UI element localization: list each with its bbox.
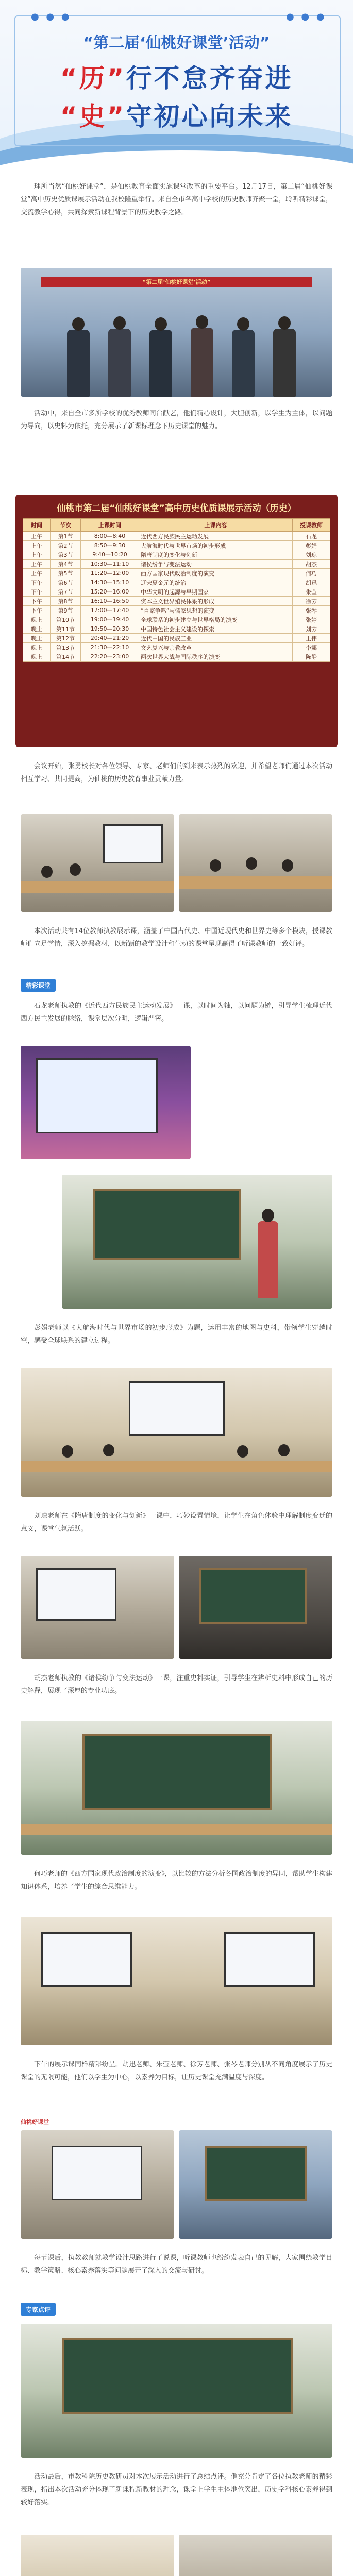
person-head xyxy=(278,1444,290,1456)
title-text: 行不怠齐奋进 xyxy=(126,63,293,93)
table-row xyxy=(23,597,330,606)
schedule-card xyxy=(15,495,338,747)
projector-screen xyxy=(52,2146,142,2200)
table-cell: 21:30—22:10 xyxy=(81,643,139,652)
table-cell: 陈静 xyxy=(293,652,330,662)
table-row xyxy=(23,541,330,550)
table-cell: 22:20—23:00 xyxy=(81,652,139,662)
table-cell: 辽宋夏金元的统治 xyxy=(139,578,293,587)
projector-screen xyxy=(36,1568,116,1621)
person-head xyxy=(282,859,293,872)
table-cell: 上午 xyxy=(23,560,51,569)
table-header-row xyxy=(23,519,330,532)
table-cell: 中国特色社会主义建设的探索 xyxy=(139,624,293,634)
blackboard xyxy=(205,2146,307,2201)
discussion-photo xyxy=(21,2535,174,2576)
projector-screen xyxy=(224,1932,315,1987)
table-cell: 隋唐制度的变化与创新 xyxy=(139,550,293,560)
meeting-photo xyxy=(179,814,332,912)
person-figure xyxy=(67,330,90,397)
teacher-figure xyxy=(258,1221,278,1298)
table-cell: 近代西方民族民主运动发展 xyxy=(139,532,293,541)
intro-paragraph: 活动中，来自全市多所学校的优秀教师同台献艺，他们精心设计，大胆创新，以学生为主体，以问题为导向，以史料为依托，充分展示了新课标理念下历史课堂的魅力。 xyxy=(21,410,332,430)
table-cell: 下午 xyxy=(23,578,51,587)
table-cell: 文艺复兴与宗教改革 xyxy=(139,643,293,652)
stage-banner: “第二届‘仙桃好课堂’活动” xyxy=(41,277,312,287)
person-head xyxy=(237,1445,248,1458)
discussion-photo xyxy=(179,2535,332,2576)
table-cell: 第7节 xyxy=(51,587,81,597)
table-cell: 上午 xyxy=(23,550,51,560)
table-cell: 19:50—20:30 xyxy=(81,624,139,634)
table-cell: 第6节 xyxy=(51,578,81,587)
table-cell: 20:40—21:20 xyxy=(81,634,139,643)
schedule-title: 仙桃市第二届“仙桃好课堂”高中历史优质课展示活动（历史） xyxy=(57,503,296,514)
body-paragraph: 何巧老师的《西方国家现代政治制度的演变》，以比较的方法分析各国政治制度的异同，帮助学生构建知识体系，培养了学生的综合思维能力。 xyxy=(21,1870,332,1891)
table-row xyxy=(23,652,330,662)
lecture-photo xyxy=(21,1046,191,1159)
table-header: 节次 xyxy=(51,519,81,532)
table-row xyxy=(23,569,330,578)
table-cell: 8:50—9:30 xyxy=(81,541,139,550)
table-cell: 晚上 xyxy=(23,624,51,634)
table-cell: 上午 xyxy=(23,569,51,578)
projector-screen xyxy=(103,824,163,863)
intro-paragraph: 理所当然“仙桃好课堂”，是仙桃教育全面实施课堂改革的重要平台。12月17日，第二届“仙桃好课堂”高中历史优质课展示活动在我校隆重举行。来自全市各高中学校的历史教师齐聚一堂，聆听精彩课堂，交流教学心得，共同探索新课程背景下的历史教学之路。 xyxy=(21,183,332,216)
person-head xyxy=(210,859,221,872)
table-cell: 10:30—11:10 xyxy=(81,560,139,569)
table-cell: 胡杰 xyxy=(293,560,330,569)
table-cell: 刘琼 xyxy=(293,550,330,560)
person-head xyxy=(237,317,249,331)
table-cell: 9:40—10:20 xyxy=(81,550,139,560)
group-photo xyxy=(21,268,332,397)
body-paragraph: 刘琼老师在《隋唐制度的变化与创新》一课中，巧妙设置情境，让学生在角色体验中理解制度变迁的意义，课堂气氛活跃。 xyxy=(21,1512,332,1533)
table-cell: 15:20—16:00 xyxy=(81,587,139,597)
table-cell: 近代中国的民族工业 xyxy=(139,634,293,643)
table-cell: 第10节 xyxy=(51,615,81,624)
table-cell: 第2节 xyxy=(51,541,81,550)
body-paragraph: 胡杰老师执教的《诸侯纷争与变法运动》一课，注重史料实证，引导学生在辨析史料中形成自己的历史解释，展现了深厚的专业功底。 xyxy=(21,1674,332,1695)
title-highlight: “史” xyxy=(60,101,126,131)
title-highlight: “历” xyxy=(60,63,126,93)
table-cell: 第1节 xyxy=(51,532,81,541)
table-cell: 第8节 xyxy=(51,597,81,606)
table-cell: 朱莹 xyxy=(293,587,330,597)
table-cell: 何巧 xyxy=(293,569,330,578)
table-cell: 8:00—8:40 xyxy=(81,532,139,541)
person-head xyxy=(41,866,53,878)
table-cell: 诸侯纷争与变法运动 xyxy=(139,560,293,569)
blackboard xyxy=(199,1568,307,1624)
table-cell: 下午 xyxy=(23,606,51,615)
table-cell: 第11节 xyxy=(51,624,81,634)
person-head xyxy=(72,317,85,331)
table-row xyxy=(23,634,330,643)
classroom-photo xyxy=(21,1917,332,2045)
table-row xyxy=(23,560,330,569)
table-cell: 14:30—15:10 xyxy=(81,578,139,587)
body-paragraph: 彭娟老师以《大航海时代与世界市场的初步形成》为题，运用丰富的地图与史料，带领学生穿越时空，感受全球联系的建立过程。 xyxy=(21,1324,332,1345)
lecture-photo xyxy=(21,2130,174,2239)
table-cell: 西方国家现代政治制度的演变 xyxy=(139,569,293,578)
table-cell: 晚上 xyxy=(23,652,51,662)
body-paragraph: 石龙老师执教的《近代西方民族民主运动发展》一课，以时间为轴，以问题为链，引导学生梳理近代西方民主发展的脉络，课堂层次分明，逻辑严密。 xyxy=(21,1002,332,1023)
table-cell: 上午 xyxy=(23,541,51,550)
person-head xyxy=(103,1444,114,1456)
banner-subtitle: “第二届‘仙桃好课堂’活动” xyxy=(83,34,270,52)
table-cell: 彭娟 xyxy=(293,541,330,550)
blackboard xyxy=(62,2338,293,2414)
classroom-photo xyxy=(21,1368,332,1497)
person-figure xyxy=(149,330,172,397)
table-header: 授课教师 xyxy=(293,519,330,532)
table-header: 上课内容 xyxy=(139,519,293,532)
table-cell: 资本主义世界殖民体系的形成 xyxy=(139,597,293,606)
lecture-photo xyxy=(21,1556,174,1659)
desk xyxy=(21,881,174,893)
blackboard xyxy=(82,1734,272,1810)
body-paragraph: 活动最后，市教科院历史教研员对本次展示活动进行了总结点评。他充分肯定了各位执教老师的精彩表现，指出本次活动充分体现了新课程新教材的理念，课堂上学生主体地位突出，历史学科核心素养得到较好落实。 xyxy=(21,2473,332,2506)
body-paragraph: 会议开始，张勇校长对各位领导、专家、老师们的到来表示热烈的欢迎，并希望老师们通过本次活动相互学习、共同提高，为仙桃的历史教育事业贡献力量。 xyxy=(21,762,332,783)
person-figure xyxy=(191,328,213,397)
person-head xyxy=(113,316,126,330)
title-text: 守初心向未来 xyxy=(126,101,293,131)
person-head xyxy=(70,863,81,876)
table-row xyxy=(23,532,330,541)
table-cell: 晚上 xyxy=(23,643,51,652)
projector-screen xyxy=(41,1932,132,1987)
table-cell: 第9节 xyxy=(51,606,81,615)
table-cell: 徐芳 xyxy=(293,597,330,606)
table-cell: 第4节 xyxy=(51,560,81,569)
table-cell: 大航海时代与世界市场的初步形成 xyxy=(139,541,293,550)
blackboard xyxy=(93,1189,241,1260)
schedule-table xyxy=(23,518,330,662)
banner-title-line-2 xyxy=(0,96,353,133)
classroom-photo xyxy=(21,2324,332,2458)
table-cell: 刘芳 xyxy=(293,624,330,634)
table-row xyxy=(23,578,330,587)
table-cell: 两次世界大战与国际秩序的演变 xyxy=(139,652,293,662)
section-tag: 精彩课堂 xyxy=(21,979,56,992)
table-cell: 全球联系的初步建立与世界格局的演变 xyxy=(139,615,293,624)
body-paragraph: 每节课后，执教教师就教学设计思路进行了说课，听课教师也纷纷发表自己的见解，大家围绕教学目标、教学策略、核心素养落实等问题展开了深入的交流与研讨。 xyxy=(21,2254,332,2275)
lecture-photo xyxy=(179,2130,332,2239)
desk xyxy=(21,1824,332,1835)
table-cell: 16:10—16:50 xyxy=(81,597,139,606)
table-cell: 上午 xyxy=(23,532,51,541)
header-banner xyxy=(0,0,353,170)
table-row xyxy=(23,615,330,624)
stamp-label: 仙桃好课堂 xyxy=(21,2119,49,2125)
table-cell: 张婷 xyxy=(293,615,330,624)
projector-screen xyxy=(129,1381,225,1436)
table-cell: 胡迅 xyxy=(293,578,330,587)
table-header: 上课时间 xyxy=(81,519,139,532)
table-cell: 下午 xyxy=(23,587,51,597)
meeting-photo xyxy=(21,814,174,912)
classroom-photo xyxy=(62,1175,332,1309)
table-row xyxy=(23,624,330,634)
table-cell: 王伟 xyxy=(293,634,330,643)
table-row xyxy=(23,550,330,560)
table-row xyxy=(23,587,330,597)
table-cell: 下午 xyxy=(23,597,51,606)
person-head xyxy=(278,316,291,330)
person-figure xyxy=(273,329,296,397)
table-cell: 17:00—17:40 xyxy=(81,606,139,615)
projector-screen xyxy=(36,1058,158,1133)
person-head xyxy=(262,1209,274,1222)
table-cell: 第13节 xyxy=(51,643,81,652)
lecture-photo xyxy=(179,1556,332,1659)
table-cell: 第14节 xyxy=(51,652,81,662)
person-figure xyxy=(232,330,255,397)
person-head xyxy=(246,857,257,870)
section-tag: 专家点评 xyxy=(21,2303,56,2316)
dots-decoration: ● ● ● xyxy=(286,11,327,22)
table-cell: 第3节 xyxy=(51,550,81,560)
table-cell: 第12节 xyxy=(51,634,81,643)
person-figure xyxy=(108,329,131,397)
table-cell: 石龙 xyxy=(293,532,330,541)
person-head xyxy=(62,1445,73,1458)
body-paragraph: 下午的展示课同样精彩纷呈。胡迅老师、朱莹老师、徐芳老师、张琴老师分别从不同角度展示了历史课堂的无限可能，他们以学生为中心，以素养为目标，让历史课堂充满温度与深度。 xyxy=(21,2061,332,2081)
table-cell: 李娜 xyxy=(293,643,330,652)
classroom-photo xyxy=(21,1721,332,1855)
table-cell: “百家争鸣”与儒家思想的演变 xyxy=(139,606,293,615)
table-cell: 11:20—12:00 xyxy=(81,569,139,578)
table-cell: 19:00—19:40 xyxy=(81,615,139,624)
table-cell: 第5节 xyxy=(51,569,81,578)
table-cell: 张琴 xyxy=(293,606,330,615)
banner-title-line-1 xyxy=(0,58,353,95)
desk xyxy=(21,1461,332,1472)
table-row xyxy=(23,606,330,615)
body-paragraph: 本次活动共有14位教师执教展示课，涵盖了中国古代史、中国近现代史和世界史等多个模块，授课教师们立足学情，深入挖掘教材，以新颖的教学设计和生动的课堂呈现赢得了听课教师的一致好评。 xyxy=(21,927,332,948)
desk xyxy=(179,876,332,889)
table-cell: 晚上 xyxy=(23,634,51,643)
person-head xyxy=(196,315,208,329)
table-cell: 中华文明的起源与早期国家 xyxy=(139,587,293,597)
table-header: 时间 xyxy=(23,519,51,532)
table-row xyxy=(23,643,330,652)
table-cell: 晚上 xyxy=(23,615,51,624)
person-head xyxy=(155,317,167,331)
dots-decoration: ● ● ● xyxy=(31,11,72,22)
